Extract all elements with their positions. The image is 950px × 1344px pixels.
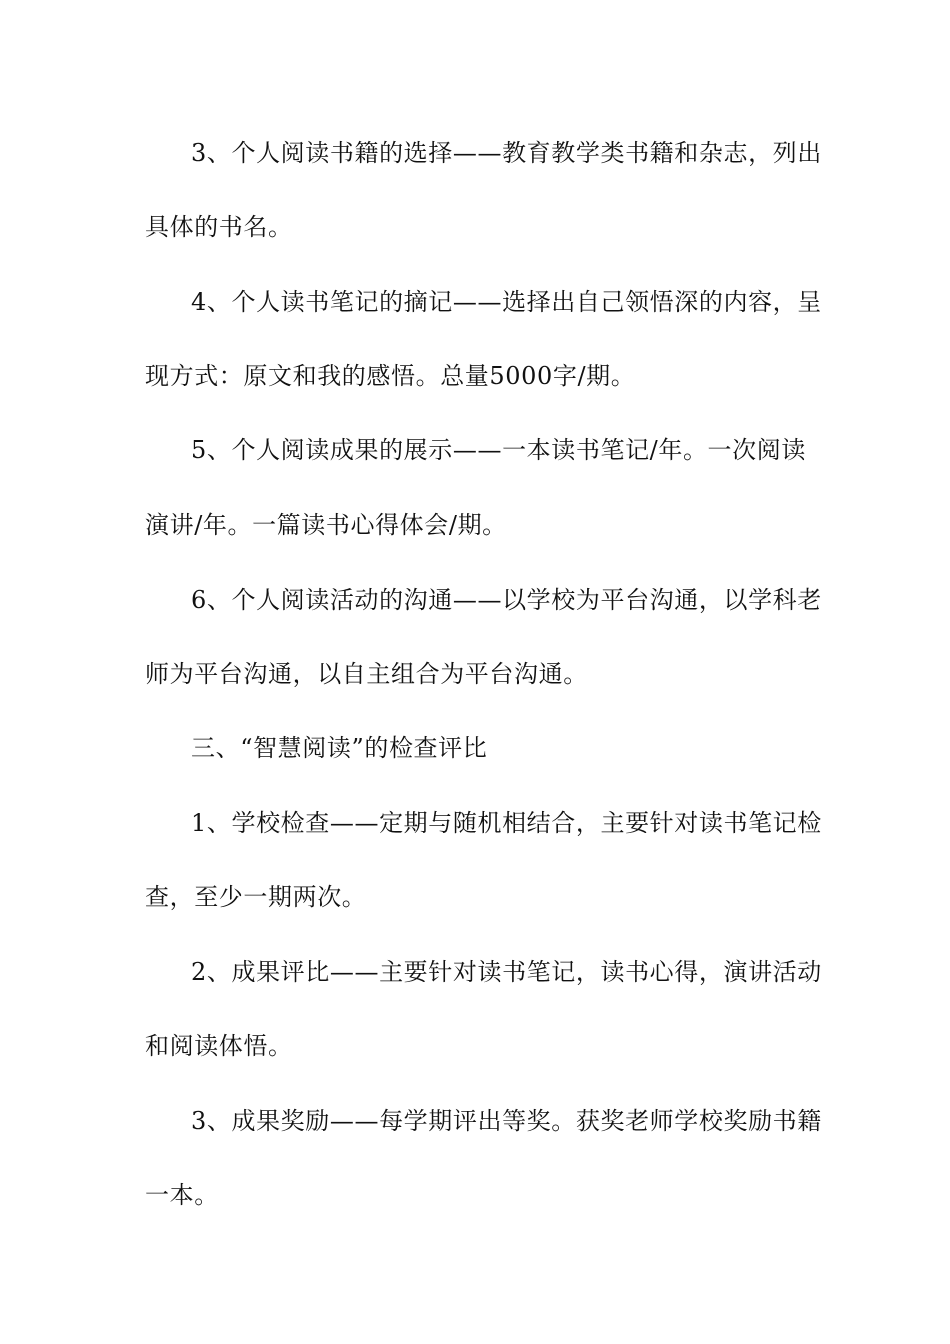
item-6-line-2: 师为平台沟通，以自主组合为平台沟通。 [145,660,588,688]
check-item-2-line-2: 和阅读体悟。 [145,1032,293,1060]
item-5-line-2: 演讲/年。一篇读书心得体会/期。 [145,511,507,539]
section-heading-3: 三、“智慧阅读”的检查评比 [191,734,488,762]
check-item-1-line-1: 1、学校检查——定期与随机相结合，主要针对读书笔记检 [191,809,822,837]
item-5-line-1: 5、个人阅读成果的展示——一本读书笔记/年。一次阅读 [191,436,806,464]
item-6-line-1: 6、个人阅读活动的沟通——以学校为平台沟通，以学科老 [191,586,822,614]
item-4-line-1: 4、个人读书笔记的摘记——选择出自己领悟深的内容，呈 [191,288,822,316]
check-item-1-line-2: 查，至少一期两次。 [145,883,367,911]
check-item-3-line-2: 一本。 [145,1181,219,1209]
check-item-3-line-1: 3、成果奖励——每学期评出等奖。获奖老师学校奖励书籍 [191,1107,822,1135]
item-3-line-1: 3、个人阅读书籍的选择——教育教学类书籍和杂志，列出 [191,139,822,167]
item-3-line-2: 具体的书名。 [145,213,293,241]
check-item-2-line-1: 2、成果评比——主要针对读书笔记，读书心得，演讲活动 [191,958,822,986]
item-4-line-2: 现方式：原文和我的感悟。总量5000字/期。 [145,362,636,390]
